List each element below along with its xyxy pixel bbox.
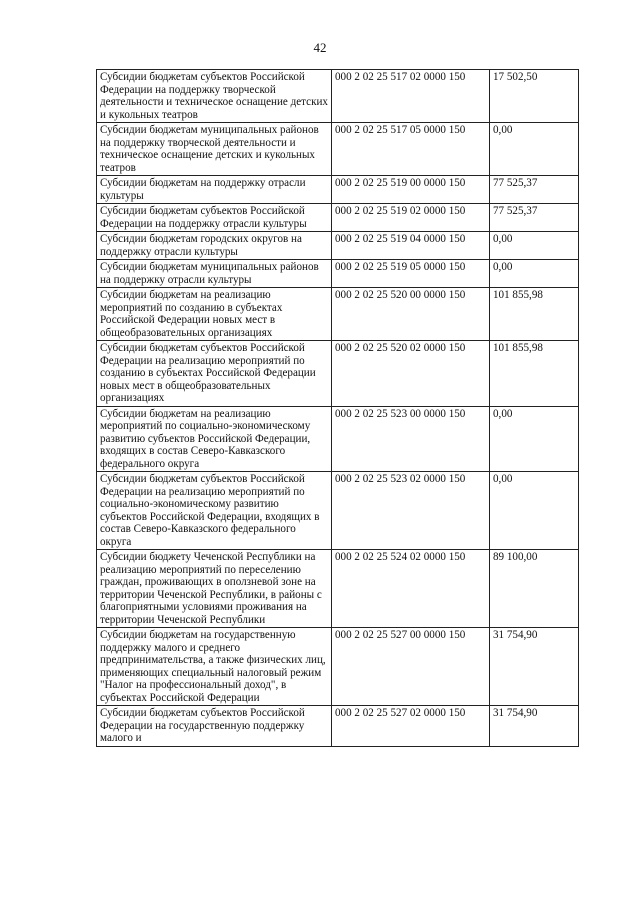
row-name: Субсидии бюджетам субъектов Российской Федерации на поддержку творческой деятельности и техническое оснащение детских и кукольных театров bbox=[97, 70, 332, 123]
table-row bbox=[97, 123, 579, 176]
row-name: Субсидии бюджетам муниципальных районов на поддержку отрасли культуры bbox=[97, 260, 332, 288]
row-code: 000 2 02 25 519 02 0000 150 bbox=[332, 204, 490, 232]
row-name: Субсидии бюджетам субъектов Российской Федерации на поддержку отрасли культуры bbox=[97, 204, 332, 232]
row-amount: 0,00 bbox=[490, 472, 579, 550]
table-row bbox=[97, 232, 579, 260]
row-name: Субсидии бюджетам субъектов Российской Федерации на государственную поддержку малого и bbox=[97, 706, 332, 747]
row-name: Субсидии бюджетам городских округов на поддержку отрасли культуры bbox=[97, 232, 332, 260]
row-code: 000 2 02 25 524 02 0000 150 bbox=[332, 550, 490, 628]
row-code: 000 2 02 25 520 02 0000 150 bbox=[332, 341, 490, 407]
row-code: 000 2 02 25 519 04 0000 150 bbox=[332, 232, 490, 260]
table-row bbox=[97, 288, 579, 341]
table-row bbox=[97, 176, 579, 204]
row-amount: 77 525,37 bbox=[490, 204, 579, 232]
row-code: 000 2 02 25 517 05 0000 150 bbox=[332, 123, 490, 176]
row-amount: 31 754,90 bbox=[490, 706, 579, 747]
budget-table bbox=[96, 69, 579, 747]
row-code: 000 2 02 25 523 00 0000 150 bbox=[332, 406, 490, 472]
row-amount: 0,00 bbox=[490, 260, 579, 288]
row-amount: 101 855,98 bbox=[490, 288, 579, 341]
row-code: 000 2 02 25 519 05 0000 150 bbox=[332, 260, 490, 288]
table-row bbox=[97, 472, 579, 550]
table-row bbox=[97, 70, 579, 123]
table-row bbox=[97, 341, 579, 407]
row-name: Субсидии бюджетам на поддержку отрасли культуры bbox=[97, 176, 332, 204]
row-code: 000 2 02 25 519 00 0000 150 bbox=[332, 176, 490, 204]
row-code: 000 2 02 25 520 00 0000 150 bbox=[332, 288, 490, 341]
row-amount: 101 855,98 bbox=[490, 341, 579, 407]
row-amount: 0,00 bbox=[490, 123, 579, 176]
table-row bbox=[97, 204, 579, 232]
row-code: 000 2 02 25 527 00 0000 150 bbox=[332, 628, 490, 706]
table-row bbox=[97, 628, 579, 706]
row-amount: 77 525,37 bbox=[490, 176, 579, 204]
row-name: Субсидии бюджетам на государственную поддержку малого и среднего предпринимательства, а также физических лиц, применяющих специальный налоговый режим "Налог на профессиональный доход", в субъектах Российской Федерации bbox=[97, 628, 332, 706]
row-amount: 89 100,00 bbox=[490, 550, 579, 628]
table-row bbox=[97, 706, 579, 747]
row-name: Субсидии бюджетам на реализацию мероприятий по социально-экономическому развитию субъектов Российской Федерации, входящих в состав Северо-Кавказского федерального округа bbox=[97, 406, 332, 472]
row-name: Субсидии бюджетам муниципальных районов на поддержку творческой деятельности и техническое оснащение детских и кукольных театров bbox=[97, 123, 332, 176]
row-code: 000 2 02 25 527 02 0000 150 bbox=[332, 706, 490, 747]
table-row bbox=[97, 550, 579, 628]
row-name: Субсидии бюджету Чеченской Республики на реализацию мероприятий по переселению граждан, проживающих в оползневой зоне на территории Чеченской Республики, в районы с благоприятными условиями проживания на территории Чеченской Республики bbox=[97, 550, 332, 628]
row-amount: 31 754,90 bbox=[490, 628, 579, 706]
table-row bbox=[97, 406, 579, 472]
table-row bbox=[97, 260, 579, 288]
row-amount: 0,00 bbox=[490, 406, 579, 472]
row-code: 000 2 02 25 517 02 0000 150 bbox=[332, 70, 490, 123]
row-amount: 0,00 bbox=[490, 232, 579, 260]
row-amount: 17 502,50 bbox=[490, 70, 579, 123]
row-name: Субсидии бюджетам на реализацию мероприятий по созданию в субъектах Российской Федерации новых мест в общеобразовательных организациях bbox=[97, 288, 332, 341]
row-name: Субсидии бюджетам субъектов Российской Федерации на реализацию мероприятий по созданию в субъектах Российской Федерации новых мест в общеобразовательных организациях bbox=[97, 341, 332, 407]
row-code: 000 2 02 25 523 02 0000 150 bbox=[332, 472, 490, 550]
page-number: 42 bbox=[313, 40, 327, 55]
row-name: Субсидии бюджетам субъектов Российской Федерации на реализацию мероприятий по социально-экономическому развитию субъектов Российской Федерации, входящих в состав Северо-Кавказского федерального округа bbox=[97, 472, 332, 550]
